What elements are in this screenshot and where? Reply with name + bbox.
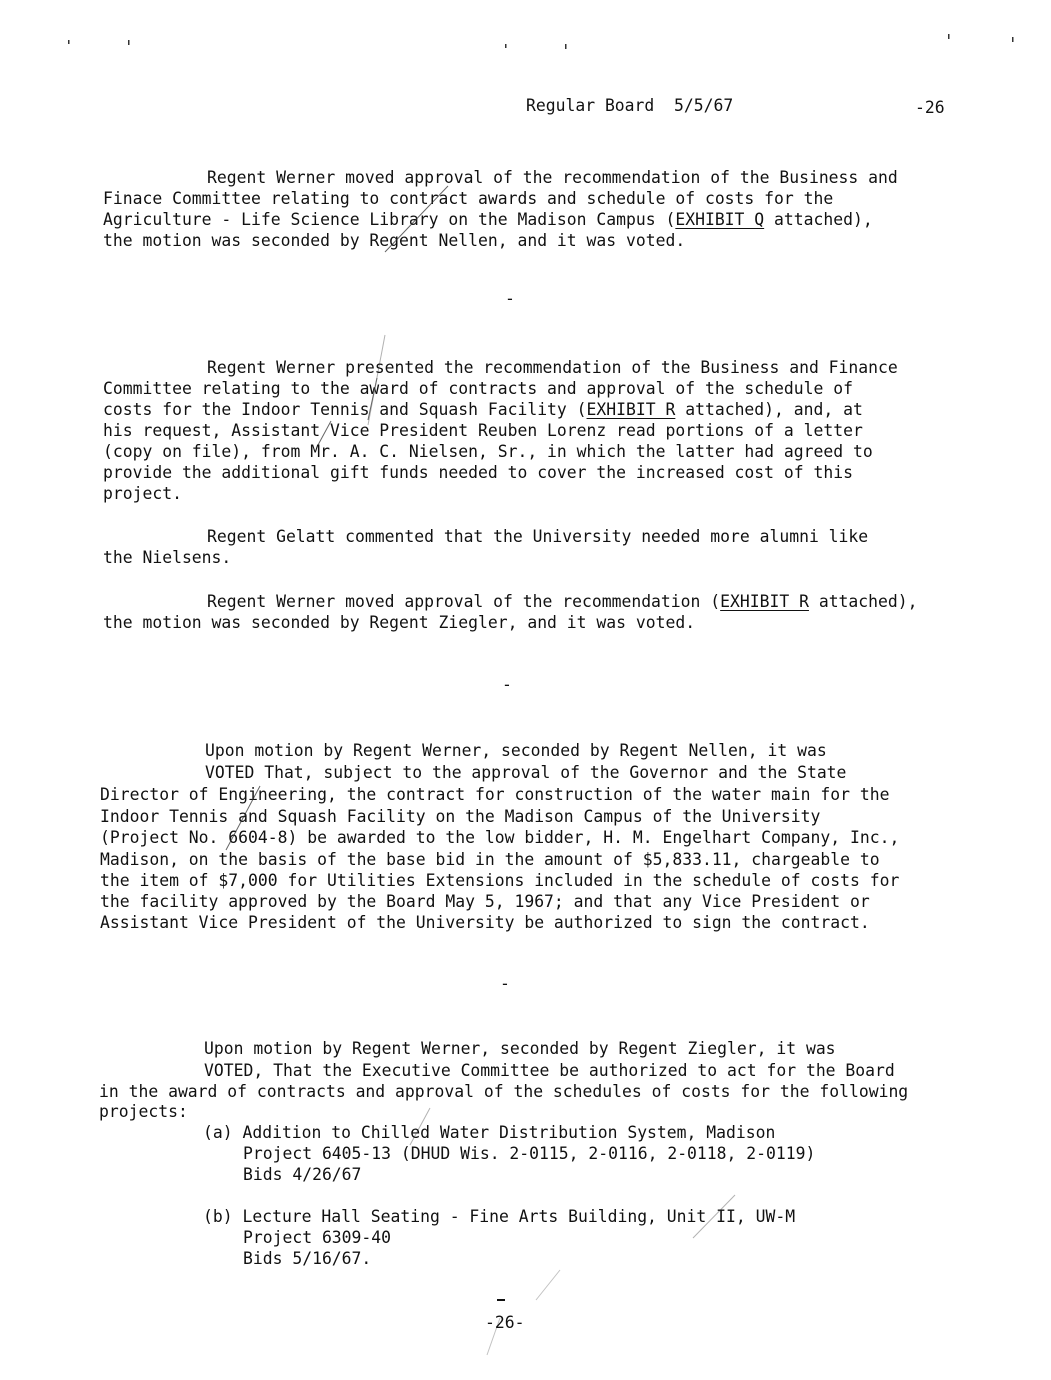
text-line: (Project No. 6604-8) be awarded to the low bidder, H. M. Engelhart Company, Inc., <box>100 828 900 847</box>
text-line: Project 6309-40 <box>243 1228 392 1247</box>
text-line: (a) Addition to Chilled Water Distribution System, Madison <box>203 1123 776 1142</box>
text-line: in the award of contracts and approval of the schedules of costs for the following <box>99 1082 909 1101</box>
text-line: provide the additional gift funds needed to cover the increased cost of this <box>103 463 853 482</box>
text-line: Director of Engineering, the contract for construction of the water main for the <box>100 785 890 804</box>
section-separator: - <box>502 675 512 694</box>
footer-page-number: -26- <box>485 1313 525 1332</box>
text-line: Finace Committee relating to contract awards and schedule of costs for the <box>103 189 834 208</box>
text-line: the motion was seconded by Regent Nellen, and it was voted. <box>103 231 686 250</box>
exhibit-reference: EXHIBIT R <box>586 400 676 419</box>
text-line: (copy on file), from Mr. A. C. Nielsen, Sr., in which the latter had agreed to <box>103 442 873 461</box>
text-line: Bids 5/16/67. <box>243 1249 372 1268</box>
text-line: project. <box>103 484 182 503</box>
text-line: the Nielsens. <box>103 548 232 567</box>
text-line: the item of $7,000 for Utilities Extensions included in the schedule of costs for <box>100 871 900 890</box>
text-line: Regent Gelatt commented that the University needed more alumni like <box>207 527 869 546</box>
text-line: the motion was seconded by Regent Ziegler, and it was voted. <box>103 613 696 632</box>
text-line: Assistant Vice President of the University be authorized to sign the contract. <box>100 913 870 932</box>
exhibit-reference: EXHIBIT Q <box>675 210 765 229</box>
header-page-ref: -26 <box>915 98 945 117</box>
text-line: Upon motion by Regent Werner, seconded by Regent Nellen, it was <box>205 741 827 760</box>
header-title: Regular Board 5/5/67 <box>526 96 734 115</box>
text-line: Agriculture - Life Science Library on the Madison Campus (EXHIBIT Q attached), <box>103 210 873 229</box>
text-line: projects: <box>99 1102 188 1121</box>
text-line: the facility approved by the Board May 5, 1967; and that any Vice President or <box>100 892 870 911</box>
section-separator: - <box>505 289 515 308</box>
text-line: (b) Lecture Hall Seating - Fine Arts Building, Unit II, UW-M <box>203 1207 796 1226</box>
exhibit-reference: EXHIBIT R <box>720 592 809 611</box>
text-line: Regent Werner moved approval of the recommendation of the Business and <box>207 168 898 187</box>
section-separator: - <box>500 974 510 993</box>
text-line: Regent Werner moved approval of the recommendation (EXHIBIT R attached), <box>207 592 918 611</box>
text-line: Indoor Tennis and Squash Facility on the Madison Campus of the University <box>100 807 821 826</box>
text-line: Madison, on the basis of the base bid in the amount of $5,833.11, chargeable to <box>100 850 880 869</box>
text-line: Upon motion by Regent Werner, seconded by Regent Ziegler, it was <box>204 1039 836 1058</box>
text-line: VOTED, That the Executive Committee be authorized to act for the Board <box>204 1061 895 1080</box>
text-line: Regent Werner presented the recommendation of the Business and Finance <box>207 358 898 377</box>
text-line: Bids 4/26/67 <box>243 1165 362 1184</box>
text-line: costs for the Indoor Tennis and Squash Facility (EXHIBIT R attached), and, at <box>103 400 863 419</box>
text-line: his request, Assistant Vice President Reuben Lorenz read portions of a letter <box>103 421 863 440</box>
text-line: Committee relating to the award of contracts and approval of the schedule of <box>103 379 853 398</box>
text-line: Project 6405-13 (DHUD Wis. 2-0115, 2-0116, 2-0118, 2-0119) <box>243 1144 816 1163</box>
text-line: VOTED That, subject to the approval of the Governor and the State <box>205 763 847 782</box>
